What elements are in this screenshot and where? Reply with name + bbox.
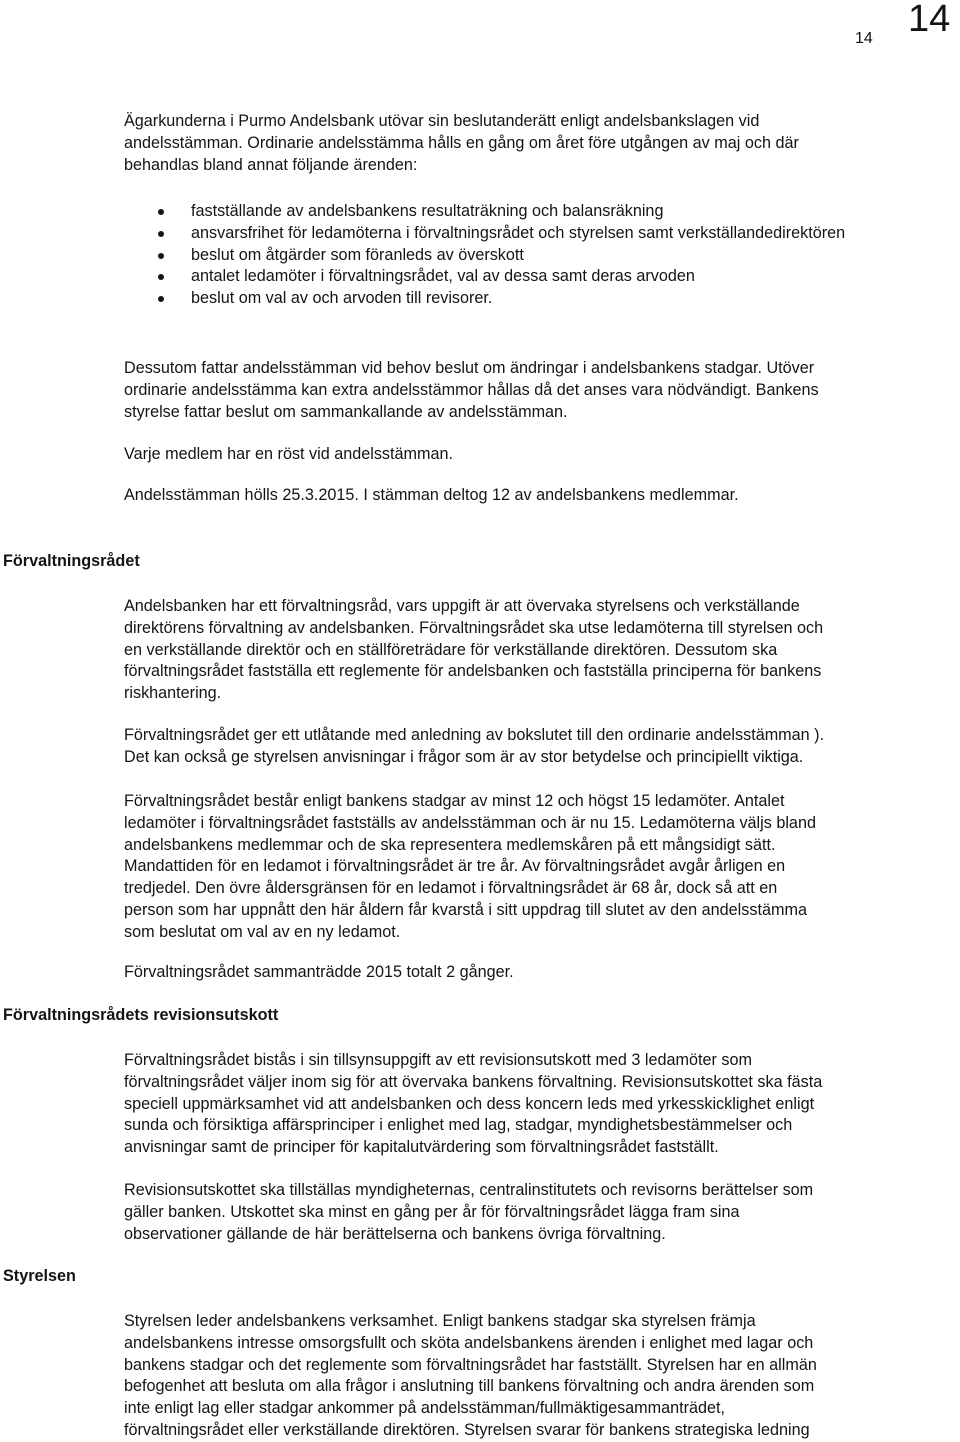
board-paragraph-1 xyxy=(124,1311,944,1442)
bullet-text xyxy=(191,202,663,220)
text-line: Förvaltningsrådet ger ett utlåtande med anledning av bokslutet till den ordinarie andelsstämman ). xyxy=(124,726,825,744)
bullet-text xyxy=(191,246,524,264)
text-line: tredjedel. Den övre åldersgränsen för en ledamot i förvaltningsrådet är 68 år, dock så att en xyxy=(124,879,778,898)
text-line: beslut om val av och arvoden till revisorer. xyxy=(191,289,493,308)
council-paragraph-3 xyxy=(124,791,944,944)
bullet-dot-icon xyxy=(158,209,164,215)
heading-styrelsen: Styrelsen xyxy=(3,1267,76,1285)
text-line: sunda och försiktiga affärsprinciper i enlighet med lag, stadgar, myndighetsbestämmelser och xyxy=(124,1116,793,1135)
text-line: antalet ledamöter i förvaltningsrådet, val av dessa samt deras arvoden xyxy=(191,267,695,286)
council-paragraph-1 xyxy=(124,596,944,705)
intro-paragraph xyxy=(124,111,944,176)
text-line: ordinarie andelsstämma kan extra andelsstämmor hållas då det anses vara nödvändigt. Bankens xyxy=(124,380,819,399)
text-line: Andelsstämman hölls 25.3.2015. I stämman deltog 12 av andelsbankens medlemmar. xyxy=(124,486,739,504)
text-line: behandlas bland annat följande ärenden: xyxy=(124,155,418,174)
text-line: Ägarkunderna i Purmo Andelsbank utövar sin beslutanderätt enligt andelsbankslagen vid xyxy=(124,112,760,130)
bullet-text xyxy=(191,224,845,242)
bullet-dot-icon xyxy=(158,296,164,302)
vote-paragraph xyxy=(124,444,944,466)
text-line: andelsstämman. Ordinarie andelsstämma hålls en gång om året före utgången av maj och där xyxy=(124,133,799,152)
bullet-dot-icon xyxy=(158,253,164,259)
text-line: riskhantering. xyxy=(124,684,222,703)
text-line: Styrelsen leder andelsbankens verksamhet. Enligt bankens stadgar ska styrelsen främja xyxy=(124,1312,756,1330)
page-number-large: 14 xyxy=(908,0,951,40)
council-paragraph-2 xyxy=(124,725,944,769)
text-line: styrelse fattar beslut om sammankallande av andelsstämman. xyxy=(124,402,568,421)
text-line: Revisionsutskottet ska tillställas myndigheternas, centralinstitutets och revisorns berättelser som xyxy=(124,1181,814,1199)
bullet-dot-icon xyxy=(158,231,164,237)
text-line: bankens stadgar och det reglemente som förvaltningsrådet har fastställt. Styrelsen har en allmän xyxy=(124,1355,817,1374)
bullet-item xyxy=(158,266,845,288)
stamma-paragraph xyxy=(124,358,944,423)
bullet-text xyxy=(191,289,492,307)
page-number-small: 14 xyxy=(855,30,873,47)
text-line: som beslutat om val av en ny ledamot. xyxy=(124,922,401,941)
bullet-item xyxy=(158,288,845,310)
text-line: direktörens förvaltning av andelsbanken. Förvaltningsrådet ska utse ledamöterna till styrelsen och xyxy=(124,618,824,637)
text-line: ledamöter i förvaltningsrådet fastställs av andelsstämman och är nu 15. Ledamöterna väljs bland xyxy=(124,813,816,832)
text-line: person som har uppnått den här åldern får kvarstå i sitt uppdrag till slutet av den andelsstämma xyxy=(124,900,807,919)
text-line: Förvaltningsrådet bistås i sin tillsynsuppgift av ett revisionsutskott med 3 ledamöter som xyxy=(124,1051,752,1069)
text-line: Förvaltningsrådet sammanträdde 2015 totalt 2 gånger. xyxy=(124,963,514,981)
text-line: förvaltningsrådet väljer inom sig för att övervaka bankens förvaltning. Revisionsutskottet ska fästa xyxy=(124,1072,823,1091)
bullet-item xyxy=(158,201,845,223)
bullet-dot-icon xyxy=(158,274,164,280)
text-line: gäller banken. Utskottet ska minst en gång per år för förvaltningsrådet lägga fram sina xyxy=(124,1202,740,1221)
text-line: inte enligt lag eller stadgar ankommer på andelsstämman/fullmäktigesammanträdet, xyxy=(124,1399,726,1418)
agenda-bullet-list xyxy=(158,201,845,310)
text-line: beslut om åtgärder som föranleds av överskott xyxy=(191,245,524,264)
bullet-text xyxy=(191,267,695,285)
text-line: speciell uppmärksamhet vid att andelsbanken och dess koncern leds med yrkesskicklighet enligt xyxy=(124,1094,815,1113)
text-line: befogenhet att besluta om alla frågor i anslutning till bankens förvaltning och andra ärenden som xyxy=(124,1377,815,1396)
text-line: Förvaltningsrådet består enligt bankens stadgar av minst 12 och högst 15 ledamöter. Antalet xyxy=(124,792,785,810)
bullet-item xyxy=(158,223,845,245)
text-line: andelsbankens medlemmar och de ska representera medlemskåren på ett mångsidigt sätt. xyxy=(124,835,776,854)
text-line: ansvarsfrihet för ledamöterna i förvaltningsrådet och styrelsen samt verkställande xyxy=(191,223,774,242)
text-line: observationer gällande de här berättelserna och bankens övriga förvaltning. xyxy=(124,1224,666,1243)
text-line: Andelsbanken har ett förvaltningsråd, vars uppgift är att övervaka styrelsens och verkställande xyxy=(124,597,800,615)
audit-committee-paragraph-1 xyxy=(124,1050,944,1159)
text-line: Mandattiden för en ledamot i förvaltningsrådet är tre år. Av förvaltningsrådet avgår årligen en xyxy=(124,857,786,876)
text-line: Varje medlem har en röst vid andelsstämman. xyxy=(124,445,453,463)
bullet-item xyxy=(158,245,845,267)
text-line: fastställande av andelsbankens resultaträkning och balansräkning xyxy=(191,202,664,220)
text-line: en verkställande direktör och en ställföreträdare för verkställande direktören. Dessutom ska xyxy=(124,640,778,659)
heading-revisionsutskott: Förvaltningsrådets revisionsutskott xyxy=(3,1006,279,1024)
text-line: förvaltningsrådet fastställa ett reglemente för andelsbanken och fastställa principerna för bankens xyxy=(124,662,822,681)
text-line: Dessutom fattar andelsstämman vid behov beslut om ändringar i andelsbankens stadgar. Utöver xyxy=(124,359,815,377)
audit-committee-paragraph-2 xyxy=(124,1180,944,1245)
meeting-held-paragraph xyxy=(124,485,944,507)
text-line: direktören xyxy=(773,223,846,242)
text-line: andelsbankens intresse omsorgsfullt och sköta andelsbankens ärenden i enlighet med lagar och xyxy=(124,1333,814,1352)
text-line: förvaltningsrådet eller verkställande direktören. Styrelsen svarar för bankens strategiska ledning xyxy=(124,1420,810,1439)
text-line: anvisningar samt de principer för kapitalutvärdering som förvaltningsrådet fastställt. xyxy=(124,1138,719,1157)
council-paragraph-4 xyxy=(124,962,944,984)
text-line: Det kan också ge styrelsen anvisningar i frågor som är av stor betydelse och principiellt viktiga. xyxy=(124,747,804,766)
heading-forvaltningsradet: Förvaltningsrådet xyxy=(3,552,140,570)
